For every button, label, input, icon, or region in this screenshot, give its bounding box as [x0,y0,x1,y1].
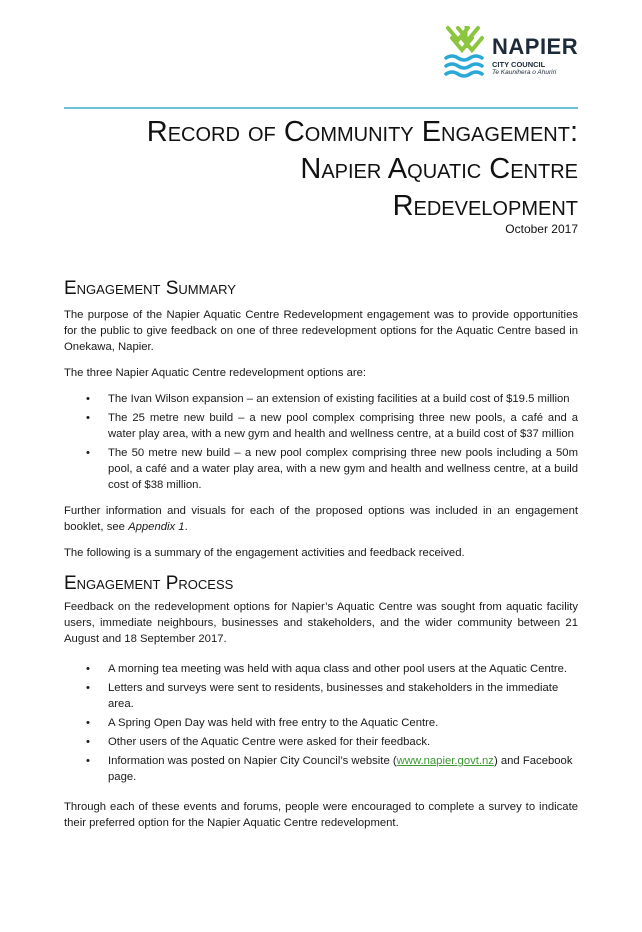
summary-paragraph-4: The following is a summary of the engagement activities and feedback received. [64,547,465,559]
activity-text-before: Information was posted on Napier City Council’s website ( [108,755,397,767]
logo-tagline: Te Kaunihera o Ahuriri [492,69,557,76]
activity-text-after: ) and Facebook page. [108,755,573,783]
logo-text [492,36,578,77]
option-text: The Ivan Wilson expansion – an extension of existing facilities at a build cost of $19.5 million [108,393,570,405]
activities-list [64,661,578,785]
title-line-1: Record of Community Engagement: [146,116,578,148]
process-heading: Engagement Process [64,573,234,594]
engagement-summary-section [64,278,578,561]
list-item: • Letters and surveys were sent to residents, businesses and stakeholders in the immediate area. [86,682,559,710]
activity-text: Other users of the Aquatic Centre were asked for their feedback. [108,736,431,748]
list-item: • Other users of the Aquatic Centre were asked for their feedback. [86,736,431,748]
process-paragraph-1: Feedback on the redevelopment options for Napier’s Aquatic Centre was sought from aquatic facility users, immediate neighbours, businesses and stakeholders, and the wider community between 21 August and 18 September 2017. [64,601,578,645]
p3-end: . [184,521,188,533]
website-link[interactable]: www.napier.govt.nz [396,755,494,767]
logo-name: NAPIER [492,34,579,59]
process-paragraph-2: Through each of these events and forums, people were encouraged to complete a survey to indicate their preferred option for the Napier Aquatic Centre redevelopment. [64,801,578,829]
summary-paragraph-2: The three Napier Aquatic Centre redevelopment options are: [64,367,367,379]
p3-text: Further information and visuals for each of the proposed options was included in an engagement booklet, see [64,505,578,533]
options-list [64,391,578,493]
option-text: The 25 metre new build – a new pool complex comprising three new pools, a café and a water play area, with a new gym and health and wellness centre, at a build cost of $37 million [108,412,578,440]
council-emblem-icon [444,24,488,80]
list-item: • A Spring Open Day was held with free entry to the Aquatic Centre. [86,717,439,729]
title-line-2: Napier Aquatic Centre [300,153,578,185]
summary-heading: Engagement Summary [64,278,236,299]
document-date: October 2017 [505,222,578,236]
activity-text: A morning tea meeting was held with aqua class and other pool users at the Aquatic Centre. [108,663,568,675]
summary-paragraph-1: The purpose of the Napier Aquatic Centre Redevelopment engagement was to provide opportunities for the public to give feedback on one of three redevelopment options for the Aquatic Centre based in Onekawa, Napier. [64,309,578,353]
summary-paragraph-3 [64,503,578,535]
title-line-3: Redevelopment [392,190,578,222]
activity-text: Letters and surveys were sent to residents, businesses and stakeholders in the immediate area. [108,682,559,710]
document-title [38,114,578,225]
appendix-reference: Appendix 1 [128,521,185,533]
list-item: • The Ivan Wilson expansion – an extension of existing facilities at a build cost of $19.5 million [86,393,570,405]
activity-text: A Spring Open Day was held with free entry to the Aquatic Centre. [108,717,439,729]
header-divider [64,107,578,109]
list-item: • The 25 metre new build – a new pool complex comprising three new pools, a café and a water play area, with a new gym and health and wellness centre, at a build cost of $37 million [86,412,578,440]
document-body [64,278,578,841]
council-logo [444,24,584,84]
option-text: The 50 metre new build – a new pool complex comprising three new pools including a 50m pool, a café and a water play area, with a new gym and health and wellness centre, at a build cost of $38 million. [108,447,578,491]
list-item: • The 50 metre new build – a new pool complex comprising three new pools including a 50m pool, a café and a water play area, with a new gym and health and wellness centre, at a build cost of $38 million. [86,447,578,491]
engagement-process-section [64,573,578,831]
list-item: • A morning tea meeting was held with aqua class and other pool users at the Aquatic Centre. [86,663,568,675]
logo-subtitle: CITY COUNCIL [492,60,546,69]
list-item: • Information was posted on Napier City Council’s website (www.napier.govt.nz) and Facebook page. [86,755,573,783]
